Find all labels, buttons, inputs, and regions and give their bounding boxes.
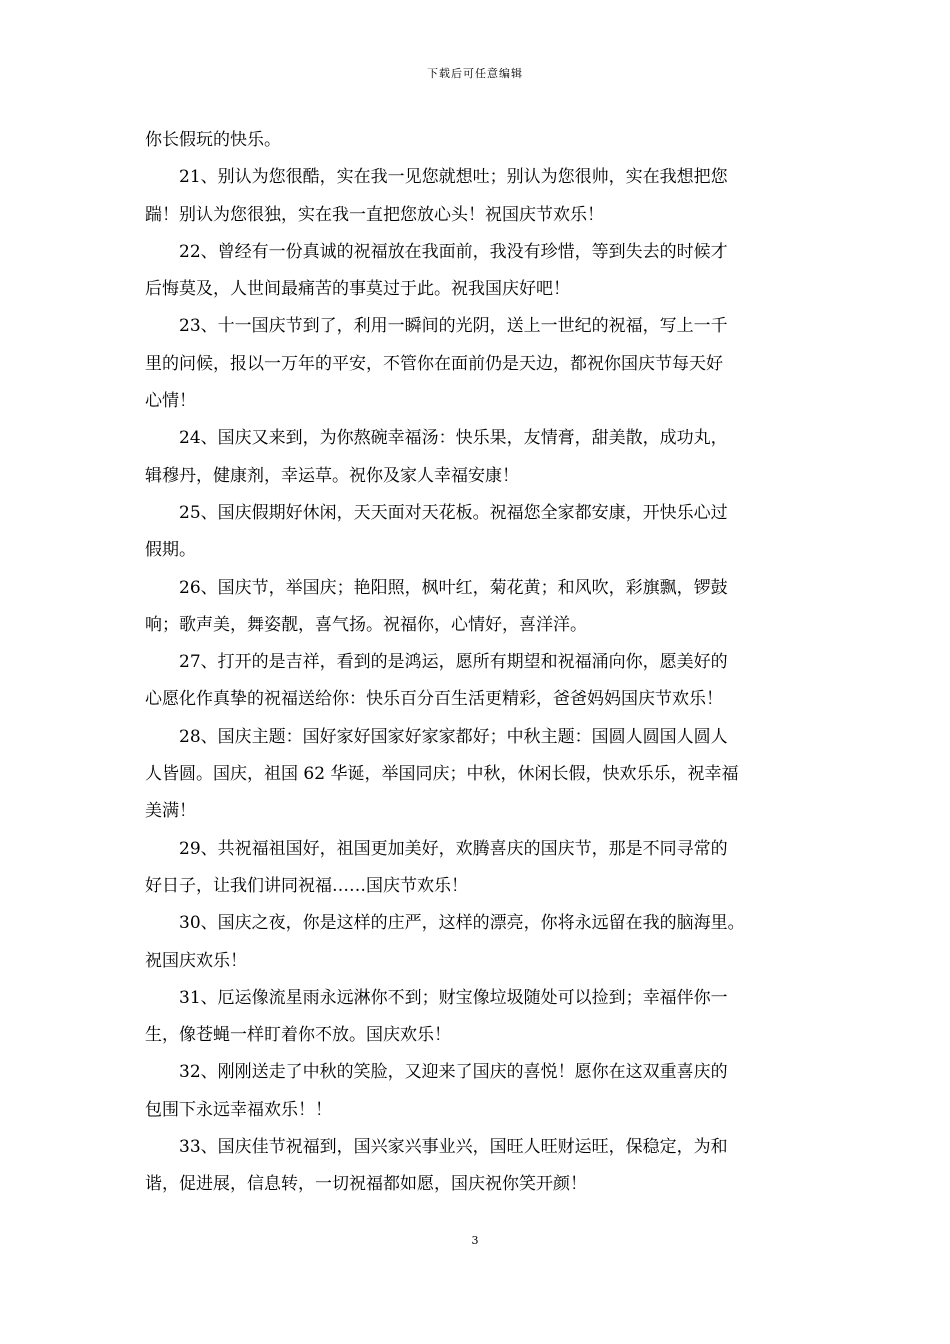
text-line: 25、国庆假期好休闲，天天面对天花板。祝福您全家都安康，开快乐心过 (179, 502, 728, 523)
text-line: 生，像苍蝇一样盯着你不放。国庆欢乐！ (145, 1025, 451, 1046)
page-number: 3 (471, 1234, 479, 1247)
paragraph (145, 570, 808, 645)
paragraph (145, 1054, 808, 1129)
text-line: 人皆圆。国庆，祖国 62 华诞，举国同庆；中秋，休闲长假，快欢乐乐，祝幸福 (145, 764, 739, 785)
text-line: 29、共祝福祖国好，祖国更加美好，欢腾喜庆的国庆节，那是不同寻常的 (179, 838, 728, 859)
text-line: 包围下永远幸福欢乐！！ (145, 1099, 332, 1120)
text-line: 里的问候，报以一万年的平安，不管你在面前仍是天边，都祝你国庆节每天好 (145, 353, 723, 374)
paragraph (145, 831, 808, 906)
text-line: 祝国庆欢乐！ (145, 950, 247, 971)
text-line: 24、国庆又来到，为你熬碗幸福汤：快乐果，友情膏，甜美散，成功丸， (179, 428, 728, 449)
text-line: 30、国庆之夜，你是这样的庄严，这样的漂亮，你将永远留在我的脑海里。 (179, 913, 745, 934)
text-line: 假期。 (145, 540, 196, 561)
text-line: 美满！ (145, 801, 196, 822)
text-line: 心愿化作真挚的祝福送给你：快乐百分百生活更精彩，爸爸妈妈国庆节欢乐！ (145, 689, 723, 710)
text-line: 27、打开的是吉祥，看到的是鸿运，愿所有期望和祝福涌向你，愿美好的 (179, 652, 728, 673)
text-line: 谐，促进展，信息转，一切祝福都如愿，国庆祝你笑开颜！ (145, 1174, 587, 1195)
text-line: 33、国庆佳节祝福到，国兴家兴事业兴，国旺人旺财运旺，保稳定，为和 (179, 1137, 728, 1158)
paragraph (145, 234, 808, 309)
paragraph (145, 905, 808, 980)
text-line: 22、曾经有一份真诚的祝福放在我面前，我没有珍惜，等到失去的时候才 (179, 241, 728, 262)
paragraph (145, 420, 808, 495)
text-line: 21、别认为您很酷，实在我一见您就想吐；别认为您很帅，实在我想把您 (179, 167, 728, 188)
paragraph (145, 495, 808, 570)
page-header: 下载后可任意编辑 (427, 67, 523, 80)
text-line: 23、十一国庆节到了，利用一瞬间的光阴，送上一世纪的祝福，写上一千 (179, 316, 728, 337)
text-line: 辑穆丹，健康剂，幸运草。祝你及家人幸福安康！ (145, 465, 519, 486)
paragraph (145, 1129, 808, 1204)
text-line: 32、刚刚送走了中秋的笑脸，又迎来了国庆的喜悦！愿你在这双重喜庆的 (179, 1062, 728, 1083)
paragraph (145, 644, 808, 719)
text-line: 26、国庆节，举国庆；艳阳照，枫叶红，菊花黄；和风吹，彩旗飘，锣鼓 (179, 577, 728, 598)
text-line: 后悔莫及，人世间最痛苦的事莫过于此。祝我国庆好吧！ (145, 279, 570, 300)
text-line: 31、厄运像流星雨永远淋你不到；财宝像垃圾随处可以捡到；幸福伴你一 (179, 987, 728, 1008)
paragraph (145, 980, 808, 1055)
paragraph (145, 308, 808, 420)
paragraph (145, 159, 808, 234)
text-line: 好日子，让我们讲同祝福……国庆节欢乐！ (145, 875, 468, 896)
document-body (145, 122, 808, 1204)
text-line: 你长假玩的快乐。 (145, 130, 281, 150)
text-line: 响；歌声美，舞姿靓，喜气扬。祝福你，心情好，喜洋洋。 (145, 614, 587, 635)
text-line: 28、国庆主题：国好家好国家好家家都好；中秋主题：国圆人圆国人圆人 (179, 726, 728, 747)
paragraph (145, 719, 808, 831)
paragraph (145, 122, 808, 159)
text-line: 心情！ (145, 391, 196, 412)
text-line: 踹！别认为您很独，实在我一直把您放心头！祝国庆节欢乐！ (145, 204, 604, 225)
